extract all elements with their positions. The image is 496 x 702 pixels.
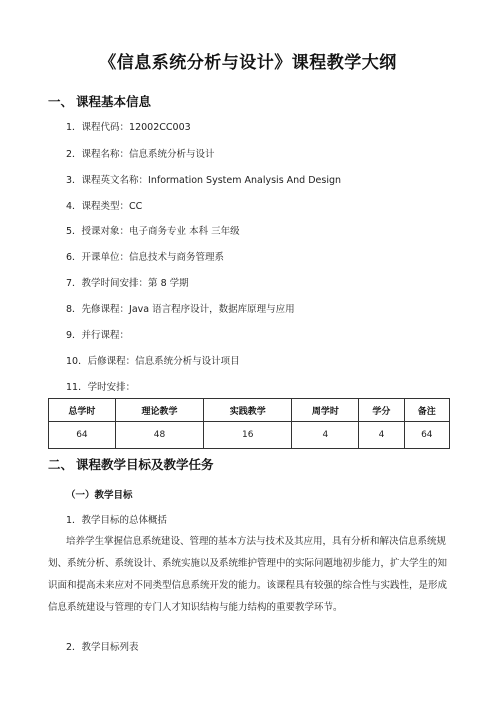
section-heading-objectives (48, 455, 214, 473)
objective-paragraph: 培养学生掌握信息系统建设、管理的基本方法与技术及其应用，具有分析和解决信息系统规划、系统分析、系统设计、系统实施以及系统维护管理中的实际问题地初步能力，扩大学生的知识面和提高未来应对不同类型信息系统开发的能力。该课程具有较强的综合性与实践性，是形成信息系统建设与管理的专门人才知识结构与能力结构的重要教学环节。 (48, 536, 448, 613)
info-item-prerequisites: 8．先修课程：Java 语言程序设计，数据库原理与应用 (66, 304, 295, 315)
table-header-cell: 学分 (359, 399, 404, 422)
info-item-hours: 11．学时安排： (66, 382, 136, 393)
info-item-course-type: 4．课程类型：CC (66, 201, 143, 212)
section-title: 课程教学目标及教学任务 (76, 457, 214, 472)
table-header-cell: 周学时 (292, 399, 359, 422)
section-number: 二、 (48, 457, 74, 472)
section-title: 课程基本信息 (76, 94, 152, 109)
section-heading-basic-info (48, 92, 151, 110)
info-item-follow-up-courses: 10．后修课程：信息系统分析与设计项目 (66, 356, 240, 367)
section-number: 一、 (48, 94, 74, 109)
info-item-course-name: 2．课程名称：信息系统分析与设计 (66, 149, 215, 160)
table-header-cell: 实践教学 (204, 399, 292, 422)
info-item-english-name: 3．课程英文名称：Information System Analysis And Design (66, 175, 342, 186)
table-cell: 64 (404, 422, 449, 449)
objective-item-list: 2．教学目标列表 (66, 642, 139, 653)
objective-item-overview: 1．教学目标的总体概括 (66, 515, 168, 526)
table-cell: 4 (292, 422, 359, 449)
table-header-cell: 总学时 (49, 399, 116, 422)
table-cell: 4 (359, 422, 404, 449)
table-header-cell: 备注 (404, 399, 449, 422)
table-cell: 64 (49, 422, 116, 449)
info-item-audience: 5．授课对象：电子商务专业 本科 三年级 (66, 226, 240, 237)
table-row (49, 422, 450, 449)
table-cell: 48 (115, 422, 203, 449)
table-cell: 16 (204, 422, 292, 449)
info-item-schedule: 7．教学时间安排：第 8 学期 (66, 278, 189, 289)
info-item-department: 6．开课单位：信息技术与商务管理系 (66, 252, 225, 263)
table-header-row (49, 399, 450, 422)
info-item-course-code: 1．课程代码：12002CC003 (66, 122, 191, 133)
info-item-parallel-courses: 9．并行课程： (66, 330, 130, 341)
table-header-cell: 理论教学 (115, 399, 203, 422)
document-title: 《信息系统分析与设计》课程教学大纲 (99, 53, 397, 73)
subheading-teaching-objectives: （一）教学目标 (66, 490, 133, 501)
hours-table (48, 398, 450, 449)
